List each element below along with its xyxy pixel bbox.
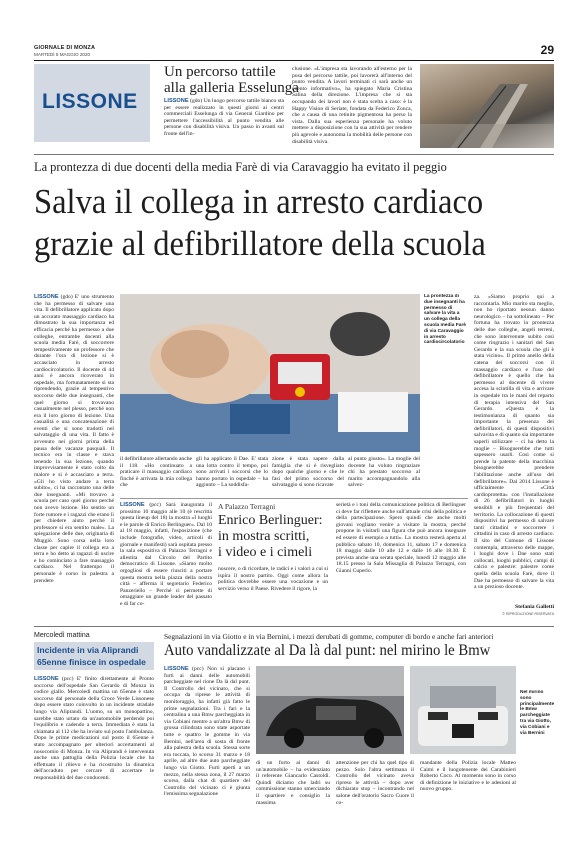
bmw-col4: mandante della Polizia locale Matteo Caimi e il luogotenente dei Carabinieri Roberto Coco. Al momento sono in corso di definizione le iniziative e le adesioni al nuovo gruppo. (420, 760, 516, 793)
page-number: 29 (540, 43, 554, 57)
museum-title-2: in mostra scritti, (218, 529, 310, 544)
museum-title-1: Enrico Berlinguer: (218, 513, 323, 528)
brief-col1-text: (gdo) Un luogo percorso tattile bianco sta per essere realizzato in questi giorni ai centri commerciali Esselunga di via Generai Giardino per permettere l'accessibilità al punto vendita alle persone con disabilità visiva. Un passo in avanti sul fronte dell'in- (164, 98, 284, 137)
main-col1 (34, 294, 114, 620)
accident-text (34, 676, 154, 826)
brief-city: LISSONE (164, 98, 189, 104)
byline-note: © RIPRODUZIONE RISERVATA (502, 612, 554, 616)
museum-title-3: i video e i cimeli (218, 545, 313, 560)
main-headline-1: Salva il collega in arresto cardiaco (34, 182, 484, 221)
brief-col1 (164, 98, 284, 148)
museum-col3: serietà e i toni della comunicazione politica di Berlinguer ci deve far riflettere anche sull'attuale crisi della politica e della partecipazione. Spero quindi che anche molti giovani vogliano venire a visitare la mostra, perché propone in visitarli una figura che può ancora insegnare ed essere di esempio a tutti». La mostra resterà aperta al pubblico sabato 10, domenica 11, sabato 17 e domenica 18 maggio dalle 10 alle 12 e dalle 16 alle 18.30. È prevista anche una serata speciale, lunedì 12 maggio alle 18.15 presso la Sala Missaglia di Palazzo Terragni, con Gianni Cuperlo. (336, 502, 466, 574)
masthead (34, 45, 554, 59)
main-right-col: za. «Siamo proprio qui a raccontarla. Mio marito sta meglio, non ho riportato nessun danno neurologico – ha sottolineato – Per fortuna ha trovato la prontezza delle due colleghe, angeli terreni, che sono intervenute subito così come ringrazio i sanitari del San Gerardo e la sua scuola che gli è stata vicino». Il primo anello della catena dei soccorsi con il massaggio cardiaco e l'uso del defibrillatore è quello che ha permesso al docente di vivere accesa la scintilla di vita e arrivare in ospedale tra le mani del reparto di terapia intensiva del San Gerardo. «Questa è la testimonianza di quanto sia importante la presenza dei defibrillatori, di questi dispositivi salvavita e di quanto sia importante saperli utilizzare – ci ha detto la moglie – Bisognerebbe che tutti sapessero usarli. Così come si prende la patente della macchina bisognerebbe prendere l'abilitazione anche all'uso del defibrillatore». Dal 2014 Lissone è ufficialmente «Città cardioprotetta» con l'installazione di 26 defibrillatori in luoghi sensibili e più frequentati del territorio. La collocazione di questi dispositivi ha permesso di salvare tanti cittadini e soccorrere i cittadini in caso di arresto cardiaco. Il sito del Comune di Lissone contempla, attraverso delle mappe, i luoghi dove i Dae sono stati collocati, luoghi pubblici, campi di calcio e palestre: palestre come quella della scuola Farè, dove il Dae ha permesso di salvare la vita a un prezioso docente. (474, 294, 554, 591)
main-col4: zione è stata sapere dalla famiglia che si è risvegliato dopo qualche giorno e che le fasi del primo soccorso del salvataggio si sono ricavate (272, 456, 344, 489)
accident-title-box (34, 642, 154, 670)
cpr-photo (120, 294, 420, 452)
main-col3: gli ha applicato il Dae. E' stata una lotta contro il tempo, poi sono arrivati i soccorsi che lo hanno portato in ospedale – ha aggiunto – La soddisfa- (196, 456, 268, 489)
cpr-illustration (120, 294, 420, 452)
byline: Stefania Galletti (515, 604, 554, 610)
museum-lead-text: (pcc) Sarà inaugurata il prossimo 10 maggio alle 10 (è rescritta questa lineup del 18) la mostra «I luoghi e le parole di Enrico Berlinguer». Dal 10 al 18 maggio, infatti, l'esposizione (che include fotografie, video, articoli di giornale e manifesti) sarà ospitata presso la sala espositiva di Palazzo Terragni e allestita dal Circolo del Partito democratico di Lissone. «Siamo molto orgogliosi di essere riusciti a portare questa mostra nella piazza della nostra città – afferma il segretario Federico Panzeriello – Perché ci permette di omaggiare un grande leader del passato e di far co- (120, 502, 212, 607)
section-title: LISSONE (42, 90, 138, 113)
bmw-caption: Nel mirino sono principalmente le Bmw parcheggiate tra via Giotto, via Cobiani e via Bernini (520, 690, 555, 736)
museum-box-border (120, 498, 468, 499)
car-photo-2 (410, 666, 516, 754)
brief-title-line1: Un percorso tattile (164, 64, 276, 80)
museum-col2: noscere, o di ricordare, le radici e i valori a cui si ispira il nostro partito. Oggi come allora la politica dovrebbe essere una vocazione e un servizio verso il Paese. Rivedere il rigore, la (218, 566, 328, 592)
accident-kicker: Mercoledì mattina (34, 632, 90, 639)
museum-lead (120, 502, 212, 618)
masthead-rule (34, 60, 554, 61)
accident-city: LISSONE (34, 676, 59, 682)
accident-title: Incidente in via Aliprandi 65enne finisce in ospedale (37, 645, 146, 667)
escalator-illustration (420, 64, 554, 148)
bmw-col1-text: (pcc) Non si placano i furti ai danni delle automobili parcheggiate nel rione Da là dal punt. Il Controllo del vicinato, che si occupa da riprese le attività di monitoraggio, ha infatti già fatto le prime segnalazioni. Tra i fari e la centralina a una Bmw parcheggiata in via Cobiani mentre a un'altra Bmw di grossa cilindrata sono state asportate tutte e quattro le gomme in via Bernini, nell'area di sosta di fronte alla palestra della scuola. Stessa sorte era toccata, lo scorso 31 marzo e 18 aprile, ad altre due auto parcheggiate lungo via Giotto. Furti aperti a un mezzo, nella stessa zona, il 27 marzo scorso, dalla chat di quartiere del Controllo del vicinato ci è giunta l'emissima segnalazione (164, 666, 250, 798)
bmw-city: LISSONE (164, 666, 189, 672)
car-photo-2-illustration (410, 666, 516, 754)
main-col1-text: (gdo) E' uno strumento che ha permesso di salvare una vita. Il defibrillatore applicato dopo un accurato massaggio cardiaco ha dimostrato la sua importanza ed efficacia perché ha permesso a due colleghe, entrambe docenti alla scuola media Farè, di soccorrere tempestivamente un professore che durante l'ora di lezione si è accasciato in arresto cardiocircolatorio. Il docente di 44 anni è ancora ricoverato in ospedale, ma fortunatamente si sta riprendendo, grazie al tempestivo soccorso delle due insegnanti, che quel giorno si trovavano casualmente nel plesso, perché non era il loro giorno di lezione. Una casualità e una concatenazione di eventi che si sono tradotti nel salvataggio di una vita. Il fatto è avvenuto nei giorni prima della pausa delle vacanze pasquali. Il tecnico era in classe e stava tenendo la sua lezione, quando improvvisamente è stato colto da malore e si è accasciato a terra. «Gli ho visto andare a terra subito», ci ha raccontato una delle due insegnanti. «Mi trovavo a scuola per caso quel giorno perché non avevo lezione. Ho sentito un forte rumore e i ragazzi che erano lì per chiedere aiuto perché il professore si era sentito male». La spiegazione delle due, originaria di Muggiò. Sono corsa nella loro classe per capire il collega era a terra e ho detto ai ragazzi di uscire e ho cominciato a fare massaggio cardiaco. Nel frattempo il personale è corso in palestra a prendere (34, 294, 114, 584)
bmw-col2: di un furto ai danni di un'automobile – ha evidenziato il referente Giancarlo Castoldi. Quindi diciamo che ladri su commissione stanno smerciando il quartiere e consiglio la massima (256, 760, 330, 806)
main-col5: al punto giusto». La moglie del docente ha voluto ringraziare chi ha prestato soccorso al marito accompagnandolo alla salvez- (348, 456, 420, 489)
bmw-col1 (164, 666, 250, 828)
main-col2: il defibrillatore allertando anche il 118. «Ho continuato a praticare il massaggio cardiaco finché è arrivata la mia collega che (120, 456, 192, 489)
section-banner (34, 64, 150, 142)
brief-col2: clusione. «L'impresa sta lavorando all'esterno per la posa del percorso tattile, poi lavorerà all'interno del punto vendita. A lavori terminati ci sarà anche un evento informativo», ha spiegato Maria Cristina Salina della direzione. L'impresa che si sta occupando dei lavori non è stata scelta a caso: è la Happy Vision di Seriate, fondata da Federico Zonca, che a causa di una retinite pigmentosa ha perso la vista. Dalla sua esperienza personale ha voluto mettere a disposizione con la sua attività per rendere più agevole e autonoma la mobilità delle persone con disabilità visiva. (292, 66, 412, 145)
brief-title-line2: alla galleria Esselunga (164, 80, 299, 96)
museum-kicker: A Palazzo Terragni (218, 502, 276, 511)
car-photo-1-illustration (256, 666, 404, 754)
main-kicker: La prontezza di due docenti della media Farè di via Caravaggio ha evitato il peggio (34, 160, 447, 174)
accident-text-body: (pcc) E' finito direttamente al Pronto soccorso dell'ospedale San Gerardo di Monza in codice giallo. Mercoledì mattina un 65enne è stato soccorso dal personale della Croce Verde Lissonese dopo essere stato coinvolto in un incidente stradale lungo via Aliprandi. L'uomo, su un monopattino, sarebbe stato urtato da un'automobile perdendo poi l'equilibrio e cadendo a terra. Immediata è stata la chiamata al 112 che ha inviato sul posto l'ambulanza. Dopo le prime medicazioni sul posto il 65enne è stato accompagnato per ulteriori accertamenti al nosocomio di Monza. In via Aliprandi è intervenuta anche una pattuglia della Polizia locale che ha effettuato il rilievo e ha ricostruito la dinamica dell'accaduto per cercare di accertare le responsabilità del due conducenti. (34, 676, 154, 781)
photo-caption: La prontezza di due insegnanti ha permesso di salvare la vita a un collega della scuola media Farè di via Caravaggio in arresto cardiocircolatorio (424, 294, 466, 346)
masthead-date: MARTEDÌ 5 MAGGIO 2020 (34, 52, 91, 57)
bmw-kicker: Segnalazioni in via Giotto e in via Bernini, i mezzi derubati di gomme, computer di bordo e anche fari anteriori (164, 632, 494, 641)
masthead-paper: GIORNALE DI MONZA (34, 45, 96, 51)
escalator-photo (420, 64, 554, 148)
divider-2 (34, 626, 554, 627)
main-city: LISSONE (34, 294, 59, 300)
car-photo-1 (256, 666, 404, 754)
divider-1 (34, 154, 554, 155)
main-headline-2: grazie al defibrillatore della scuola (34, 224, 486, 263)
bmw-col3: attenzione per chi ha quel tipo di pezzo. Solo l'altra settimana il Controllo del vicinato aveva ripreso le attività – dopo aver dichiarato stop – incontrando nel salone dell'oratorio Sacro Cuore il co- (336, 760, 414, 806)
bmw-headline: Auto vandalizzate al Da là dal punt: nel mirino le Bmw (164, 642, 491, 659)
museum-city: LISSONE (120, 502, 145, 508)
